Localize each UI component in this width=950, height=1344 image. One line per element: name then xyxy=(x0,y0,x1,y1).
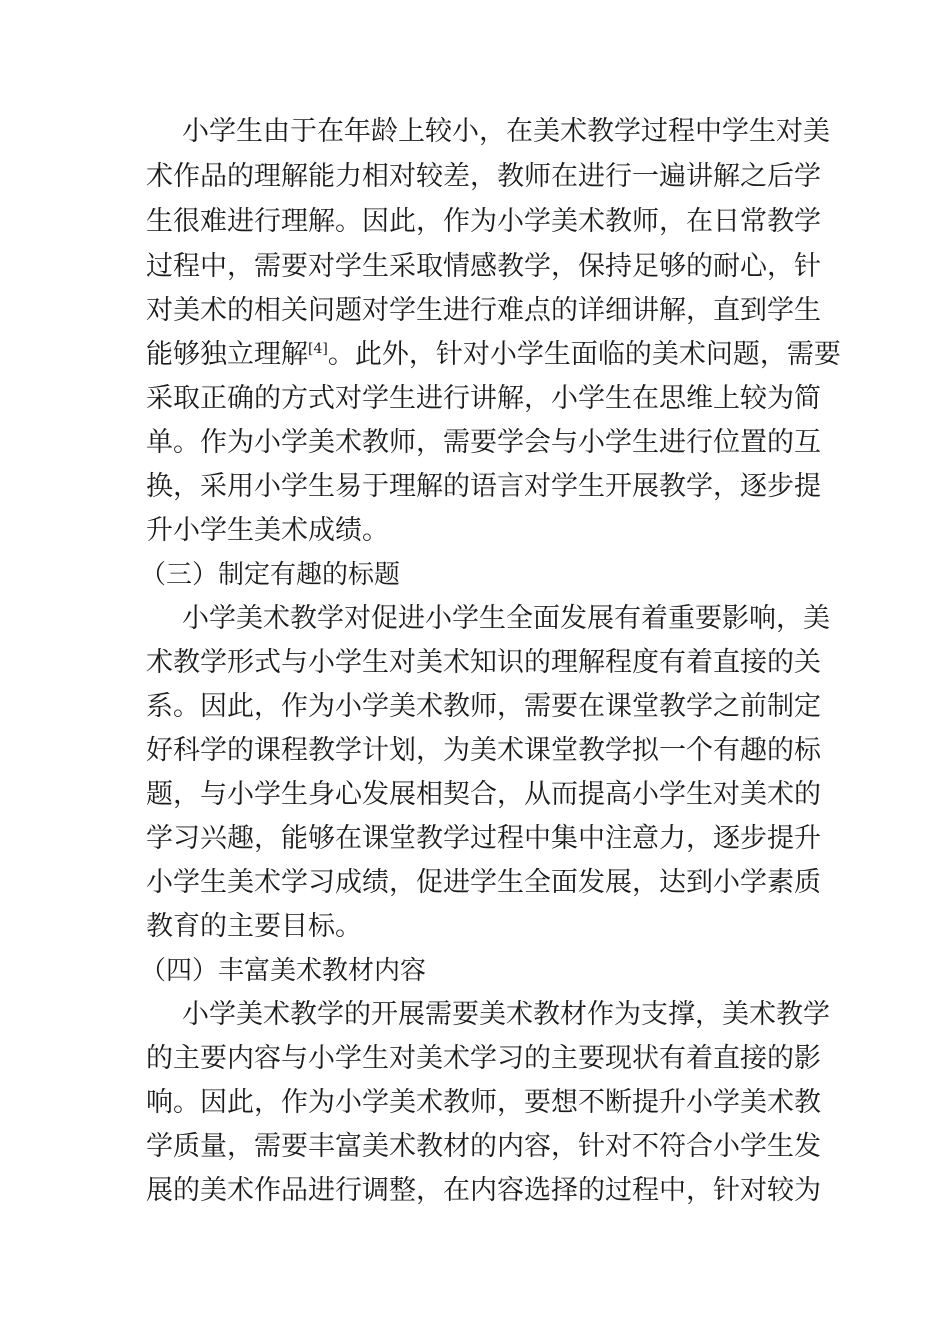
paragraph-1-line-6-text-a: 能够独立理解 xyxy=(146,339,308,370)
paragraph-1-line-6-text-b: 。此外，针对小学生面临的美术问题，需要 xyxy=(327,339,841,370)
paragraph-2-line-4: 好科学的课程教学计划，为美术课堂教学拟一个有趣的标 xyxy=(146,735,821,766)
paragraph-3-line-4: 学质量，需要丰富美术教材的内容，针对不符合小学生发 xyxy=(146,1131,821,1162)
paragraph-2-line-7: 小学生美术学习成绩，促进学生全面发展，达到小学素质 xyxy=(146,867,821,898)
paragraph-3-line-5: 展的美术作品进行调整，在内容选择的过程中，针对较为 xyxy=(146,1175,821,1206)
paragraph-3-line-1: 小学美术教学的开展需要美术教材作为支撑，美术教学 xyxy=(182,999,830,1030)
paragraph-1-line-4: 过程中，需要对学生采取情感教学，保持足够的耐心，针 xyxy=(146,251,821,282)
paragraph-1-line-5: 对美术的相关问题对学生进行难点的详细讲解，直到学生 xyxy=(146,295,821,326)
paragraph-1-line-10: 升小学生美术成绩。 xyxy=(146,515,389,546)
paragraph-1-line-6 xyxy=(146,338,841,372)
paragraph-3-line-2: 的主要内容与小学生对美术学习的主要现状有着直接的影 xyxy=(146,1043,821,1074)
paragraph-2-line-1: 小学美术教学对促进小学生全面发展有着重要影响，美 xyxy=(182,603,830,634)
paragraph-1-line-1: 小学生由于在年龄上较小，在美术教学过程中学生对美 xyxy=(182,116,830,147)
paragraph-2-line-2: 术教学形式与小学生对美术知识的理解程度有着直接的关 xyxy=(146,647,821,678)
paragraph-1-line-9: 换，采用小学生易于理解的语言对学生开展教学，逐步提 xyxy=(146,471,821,502)
section-heading-3: （三）制定有趣的标题 xyxy=(140,560,401,590)
paragraph-1-line-2: 术作品的理解能力相对较差，教师在进行一遍讲解之后学 xyxy=(146,161,821,192)
paragraph-3-line-3: 响。因此，作为小学美术教师，要想不断提升小学美术教 xyxy=(146,1087,821,1118)
paragraph-1-line-3: 生很难进行理解。因此，作为小学美术教师，在日常教学 xyxy=(146,206,821,237)
paragraph-1-line-7: 采取正确的方式对学生进行讲解，小学生在思维上较为简 xyxy=(146,383,821,414)
paragraph-1-line-8: 单。作为小学美术教师，需要学会与小学生进行位置的互 xyxy=(146,427,821,458)
citation-ref: [4] xyxy=(308,341,328,357)
paragraph-2-line-5: 题，与小学生身心发展相契合，从而提高小学生对美术的 xyxy=(146,779,821,810)
paragraph-2-line-8: 教育的主要目标。 xyxy=(146,911,362,942)
section-heading-4: （四）丰富美术教材内容 xyxy=(140,956,427,986)
paragraph-2-line-3: 系。因此，作为小学美术教师，需要在课堂教学之前制定 xyxy=(146,691,821,722)
paragraph-2-line-6: 学习兴趣，能够在课堂教学过程中集中注意力，逐步提升 xyxy=(146,823,821,854)
